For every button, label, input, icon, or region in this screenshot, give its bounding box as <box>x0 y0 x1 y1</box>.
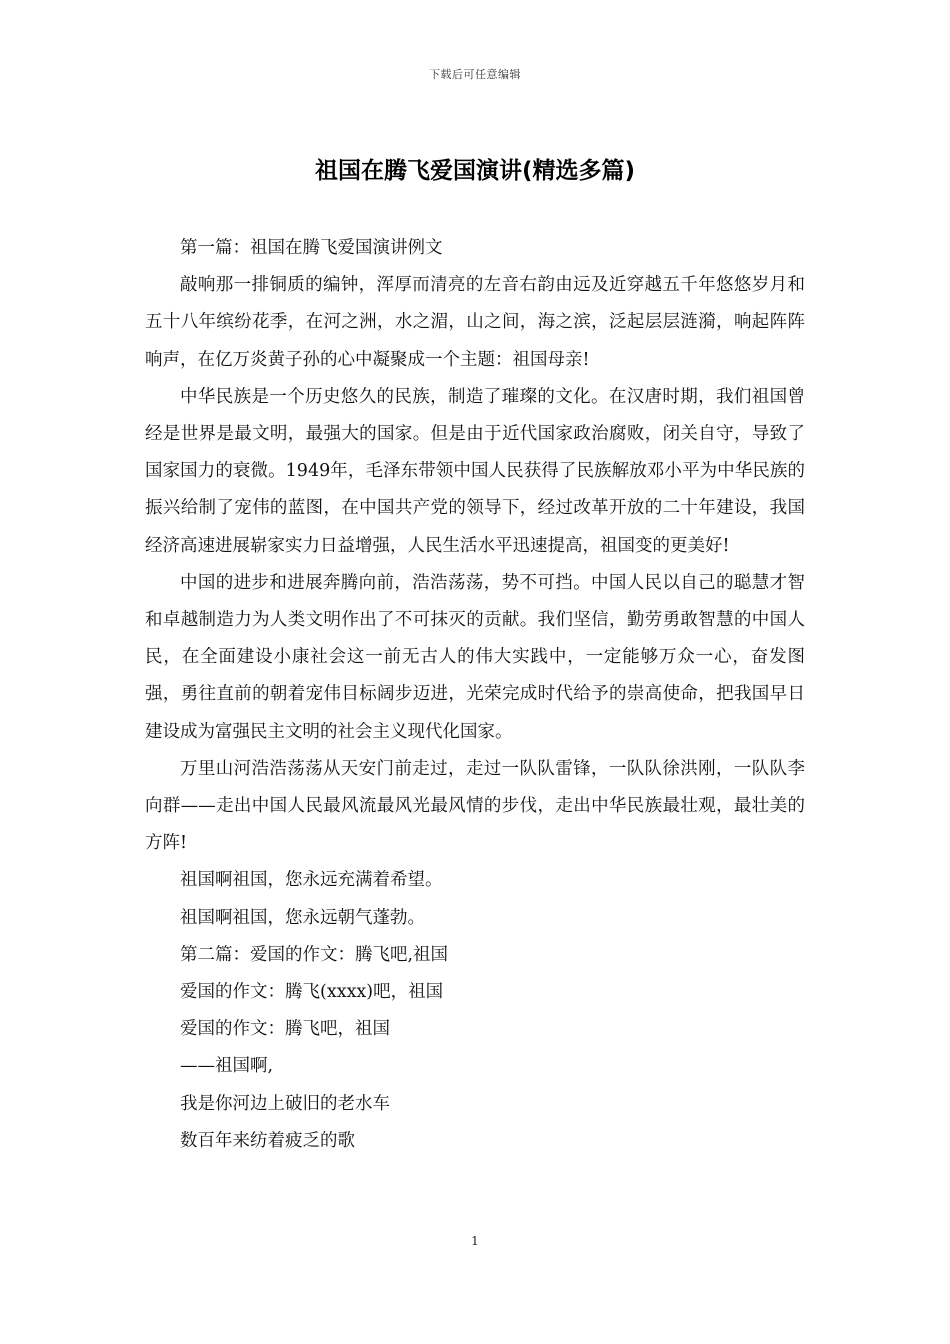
paragraph: 敲响那一排铜质的编钟，浑厚而清亮的左音右韵由远及近穿越五千年悠悠岁月和五十八年缤纷花季，在河之洲，水之湄，山之间，海之滨，泛起层层涟漪，响起阵阵响声，在亿万炎黄子孙的心中凝聚成一个主题：祖国母亲! <box>145 275 805 370</box>
paragraph: ——祖国啊, <box>180 1056 274 1077</box>
paragraph: 我是你河边上破旧的老水车 <box>180 1093 390 1114</box>
page-header: 下载后可任意编辑 <box>429 68 521 81</box>
paragraph: 万里山河浩浩荡荡从天安门前走过，走过一队队雷锋，一队队徐洪刚，一队队李向群——走出中国人民最风流最风光最风情的步伐，走出中华民族最壮观，最壮美的方阵! <box>145 758 805 854</box>
paragraph: 第二篇：爱国的作文：腾飞吧,祖国 <box>180 944 449 965</box>
paragraph: 祖国啊祖国，您永远朝气蓬勃。 <box>180 907 425 928</box>
paragraph: 爱国的作文：腾飞(xxxx)吧，祖国 <box>180 982 444 1003</box>
paragraph: 爱国的作文：腾飞吧，祖国 <box>180 1019 390 1040</box>
paragraph: 第一篇：祖国在腾飞爱国演讲例文 <box>180 238 443 258</box>
document-title: 祖国在腾飞爱国演讲(精选多篇) <box>314 158 636 184</box>
paragraph: 数百年来纺着疲乏的歌 <box>180 1130 355 1151</box>
document-body <box>145 230 805 1160</box>
page-number: 1 <box>471 1234 479 1248</box>
paragraph: 中国的进步和进展奔腾向前，浩浩荡荡，势不可挡。中国人民以自己的聪慧才智和卓越制造力为人类文明作出了不可抹灭的贡献。我们坚信，勤劳勇敢智慧的中国人民，在全面建设小康社会这一前无古人的伟大实践中，一定能够万众一心，奋发图强，勇往直前的朝着宠伟目标阔步迈进，光荣完成时代给予的崇高使命，把我国早日建设成为富强民主文明的社会主义现代化国家。 <box>145 572 805 742</box>
paragraph: 中华民族是一个历史悠久的民族，制造了璀璨的文化。在汉唐时期，我们祖国曾经是世界是最文明，最强大的国家。但是由于近代国家政治腐败，闭关自守，导致了国家国力的衰微。1949年，毛泽东带领中国人民获得了民族解放邓小平为中华民族的振兴给制了宠伟的蓝图，在中国共产党的领导下，经过改革开放的二十年建设，我国经济高速进展崭家实力日益增强，人民生活水平迅速提高，祖国变的更美好! <box>145 386 805 556</box>
paragraph: 祖国啊祖国，您永远充满着希望。 <box>180 870 443 891</box>
